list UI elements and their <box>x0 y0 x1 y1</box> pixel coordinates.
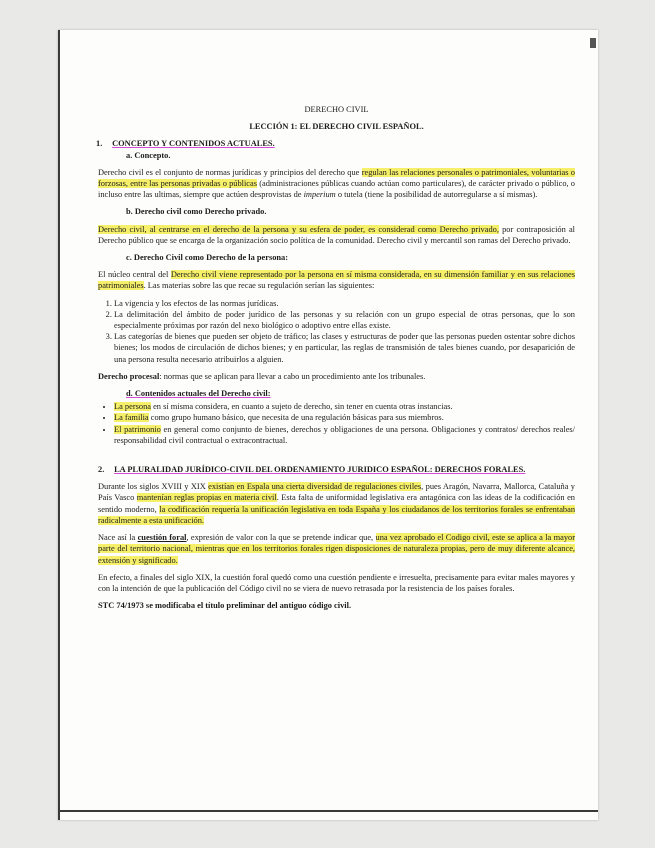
paragraph-derecho-persona <box>98 269 575 291</box>
italic-run: imperium <box>303 190 336 200</box>
text-run: en sí misma considera, en cuanto a sujeto de derecho, sin tener en cuenta otras instancias. <box>150 402 453 412</box>
subsection-c-heading: c. Derecho Civil como Derecho de la persona: <box>126 253 289 263</box>
text-run: en general como conjunto de bienes, derechos y obligaciones de una persona. Obligaciones y contratos/ derechos reales/ responsabilidad civil contractual o extracontractual. <box>114 424 575 445</box>
section-1-title: CONCEPTO Y CONTENIDOS ACTUALES. <box>112 139 275 149</box>
list-item <box>114 401 575 412</box>
text-run: Durante los siglos XVIII y XIX <box>98 482 209 492</box>
paragraph-siglos <box>98 481 575 526</box>
text-run: El núcleo central del <box>98 270 171 280</box>
text-run: , expresión de valor con la que se pretende indicar que, <box>186 533 376 543</box>
section-1-heading <box>96 138 575 149</box>
highlight-run: La familia <box>114 413 149 423</box>
highlight-run: La persona <box>114 402 151 412</box>
text-run: como grupo humano básico, que necesita de una regulación básicas para sus miembros. <box>148 413 444 423</box>
bold-run: Derecho procesal <box>98 371 160 381</box>
highlight-run: mantenían reglas propias en materia civil <box>136 493 277 503</box>
list-item: 2. La delimitación del ámbito de poder jurídico de las personas y su relación con un grupo especial de otras personas, que lo son especialmente próximas por razón del nexo biológico o adoptivo entre ellas existe. <box>114 309 575 331</box>
paragraph-concepto <box>98 167 575 201</box>
section-1-number: 1. <box>96 139 103 149</box>
document-title: DERECHO CIVIL <box>304 105 369 114</box>
section-spacer <box>98 452 575 464</box>
section-2-number: 2. <box>98 465 105 475</box>
bold-run: cuestión foral <box>137 533 187 543</box>
subsection-b-heading: b. Derecho civil como Derecho privado. <box>126 207 267 217</box>
document-body <box>98 104 575 617</box>
text-run: o tutela (tiene la posibilidad de autorregularse a sí mismas). <box>335 190 538 200</box>
page-edge-bottom <box>58 810 598 812</box>
highlight-run: Derecho civil, al centrarse en el derecho de la persona y su esfera de poder, es considerad como Derecho privado, <box>98 224 499 234</box>
paragraph-siglo-xix: En efecto, a finales del siglo XIX, la cuestión foral quedó como una cuestión pendiente e irresuelta, precisamente para evitar males mayores y con la intención de que la publicación del Código civil no se viera de nuevo retrasada por la resistencia de los países forales. <box>98 572 575 593</box>
text-run: . Las materias sobre las que recae su regulación serían las siguientes: <box>143 281 375 291</box>
text-run: : normas que se aplican para llevar a cabo un procedimiento ante los tribunales. <box>159 371 426 381</box>
corner-mark <box>590 38 596 48</box>
section-2-title: LA PLURALIDAD JURÍDICO-CIVIL DEL ORDENAMIENTO JURIDICO ESPAÑOL: DERECHOS FORALES. <box>114 465 526 475</box>
text-run: (administraciones públicas cuando actúan como particulares), de carácter privado o público, o incluso entre las ultimas, siempre que actúen desprovistas de <box>98 179 575 200</box>
text-run: por contraposición al Derecho público que se encarga de la organización socio política de la comunidad. Derecho civil y mercantil son ramas del Derecho privado. <box>98 224 576 245</box>
subsection-d-heading: d. Contenidos actuales del Derecho civil: <box>126 389 271 399</box>
text-run: . Esta falta de uniformidad legislativa era antagónica con las ideas de la codificación en sentido moderno, <box>98 493 575 514</box>
lesson-title: LECCIÓN 1: EL DERECHO CIVIL ESPAÑOL. <box>249 122 424 132</box>
section-2-heading <box>98 464 575 475</box>
paragraph-derecho-privado <box>98 224 575 246</box>
list-item: 3. Las categorías de bienes que pueden ser objeto de tráfico; las clases y estructuras de poder que las personas pueden ostentar sobre dichos bienes; los modos de circulación de dichos bienes; y en particular, las reglas de transmisión de tales bienes cuando, por desaparición de una persona resulta necesario atribuirlos a alguien. <box>114 331 575 365</box>
text-run: , pues Aragón, Navarra, Mallorca, Cataluña y País Vasco <box>98 482 575 503</box>
paragraph-stc: STC 74/1973 se modificaba el título preliminar del antiguo código civil. <box>98 601 352 611</box>
highlight-run: existían en Espala una cierta diversidad de regulaciones civiles <box>208 482 422 492</box>
highlight-run: Derecho civil viene representado por la persona en sí misma considerada, en su dimensión familiar y en sus relaciones patrimoniales <box>98 270 575 291</box>
page-edge-left <box>58 30 60 820</box>
highlight-run: regulan las relaciones personales o patrimoniales, voluntarias o forzosas, entre las personas privadas o públicas <box>98 167 575 189</box>
highlight-run: El patrimonio <box>114 424 161 434</box>
list-item: 1. La vigencia y los efectos de las normas jurídicas. <box>114 298 575 309</box>
subsection-a-heading: a. Concepto. <box>126 150 171 160</box>
contenidos-list <box>98 401 575 446</box>
text-run: Derecho civil es el conjunto de normas jurídicas y principios del derecho que <box>98 167 362 177</box>
list-item <box>114 412 575 423</box>
list-item <box>114 424 575 446</box>
materias-list <box>98 298 575 365</box>
highlight-run: la codificación requería la unificación legislativa en toda España y los ciudadanos de los territorios forales se enfrentaban radicalmente a esta unificación. <box>98 504 576 525</box>
paragraph-derecho-procesal <box>98 371 575 382</box>
highlight-run: una vez aprobado el Codigo civil, este se aplica a la mayor parte del territorio nacional, mientras que en los territorios forales rigen disposiciones de naturaleza propias, pero de muy diferente alcance, extensión y significado. <box>98 533 575 565</box>
paragraph-cuestion-foral <box>98 532 575 566</box>
text-run: Nace así la <box>98 533 138 543</box>
